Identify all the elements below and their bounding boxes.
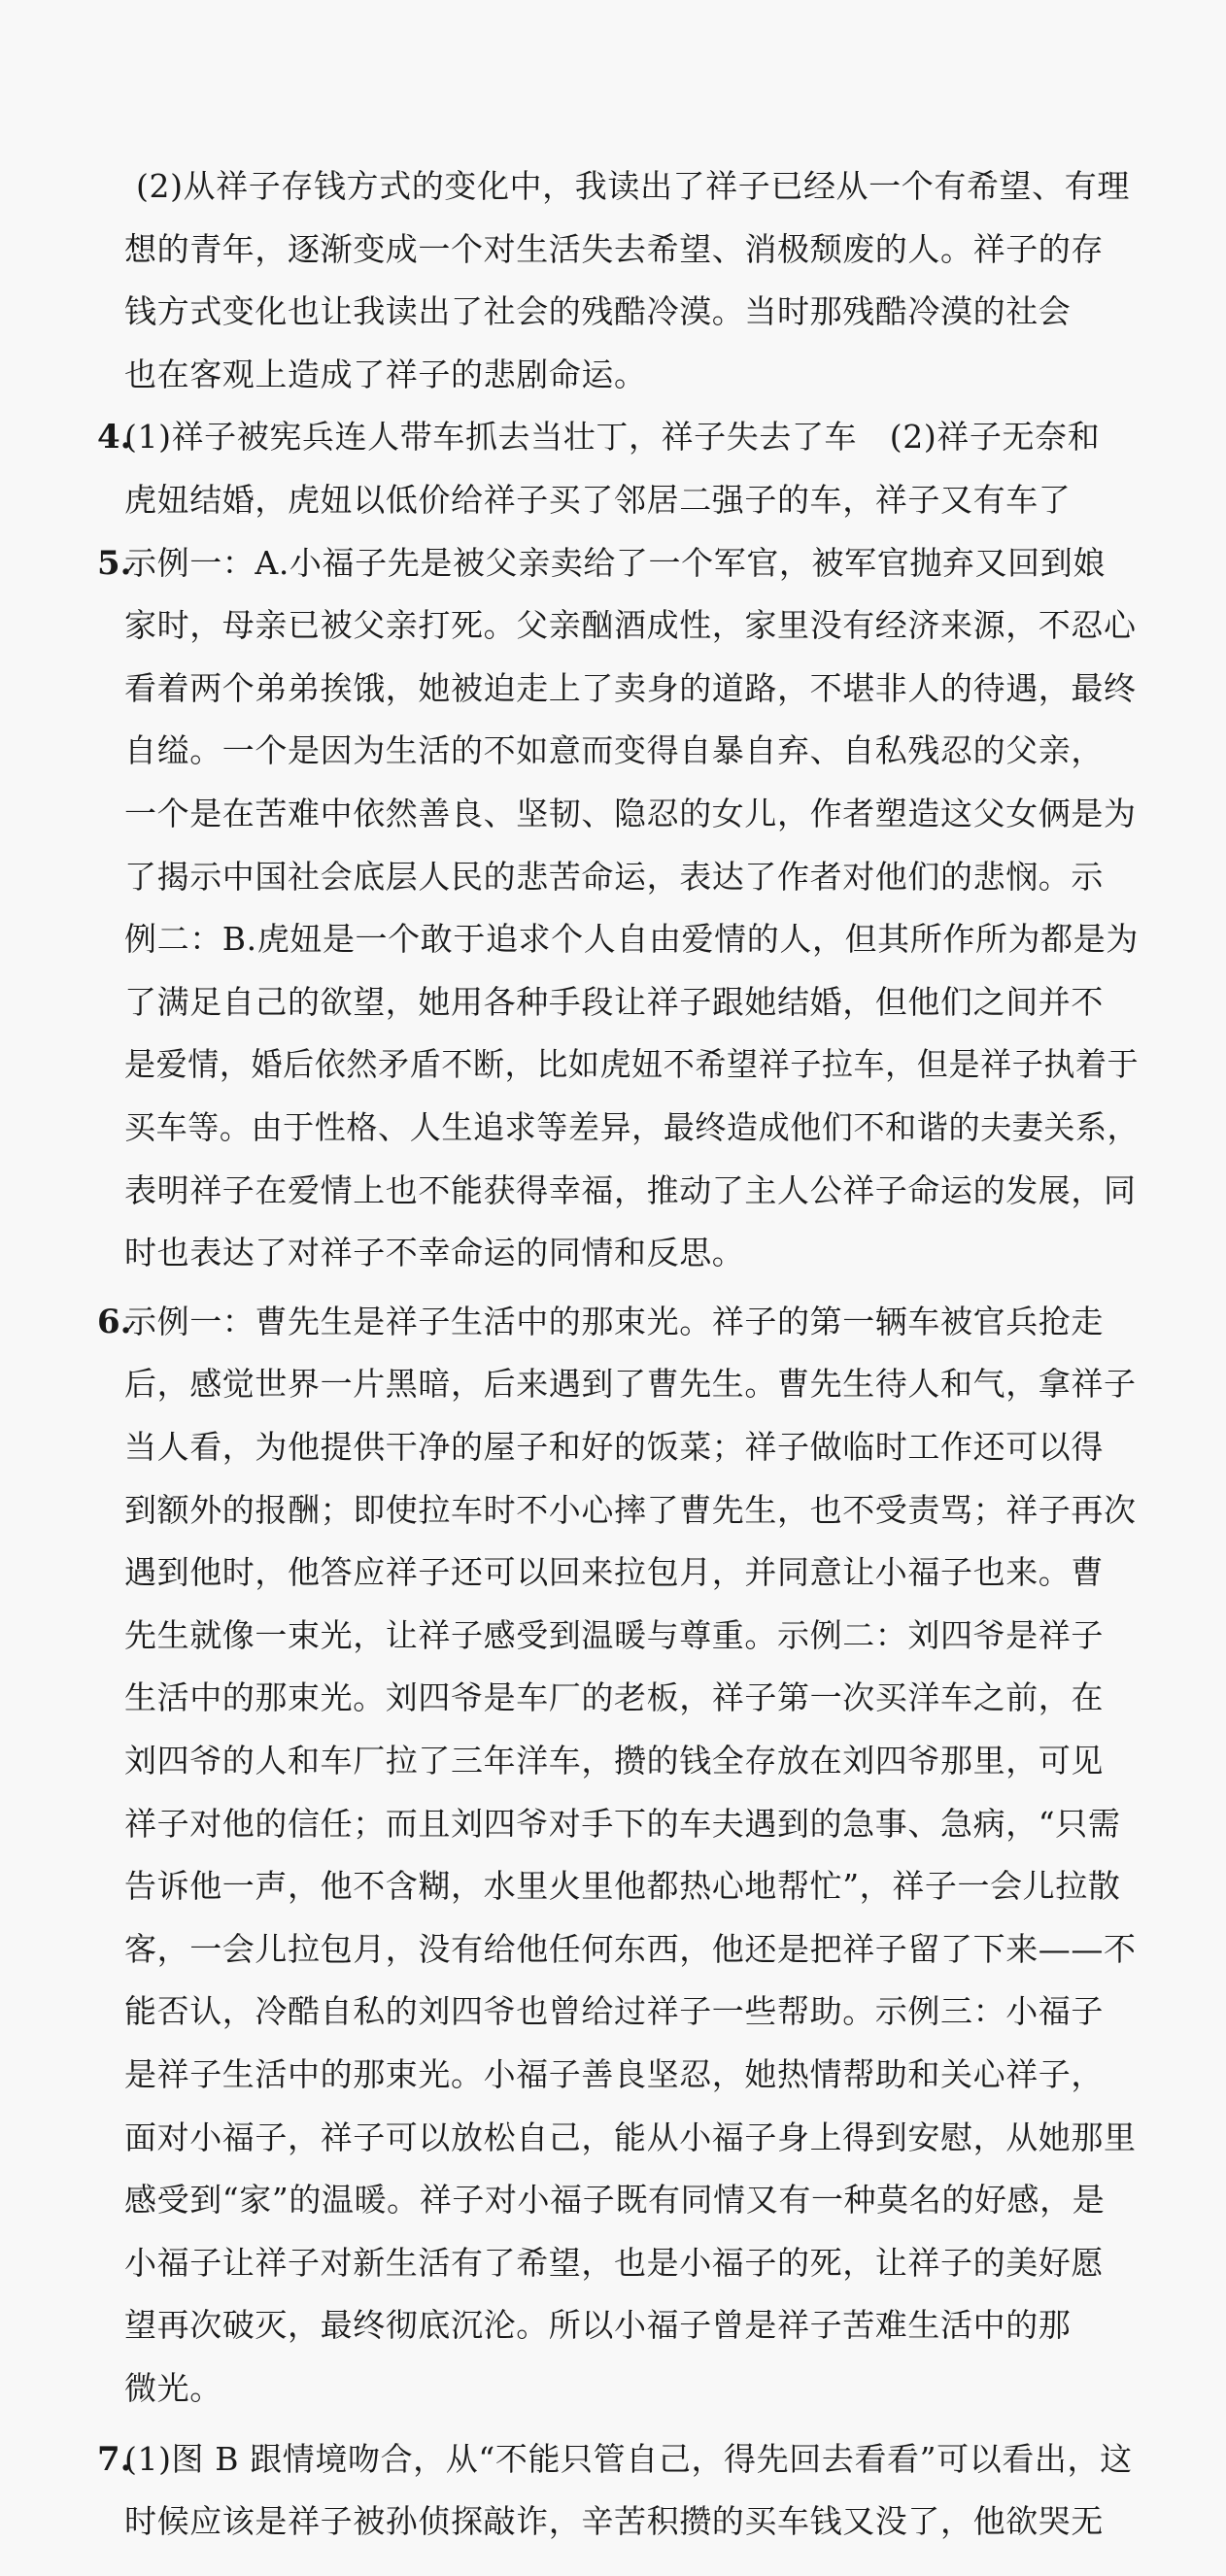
question-number: 7. xyxy=(97,2439,132,2479)
text-line: 例二：B.虎妞是一个敢于追求个人自由爱情的人，但其所作所为都是为 xyxy=(124,920,1139,959)
text-line: (2)从祥子存钱方式的变化中，我读出了祥子已经从一个有希望、有理 xyxy=(136,167,1130,205)
text-line: 生活中的那束光。刘四爷是车厂的老板，祥子第一次买洋车之前，在 xyxy=(124,1678,1104,1717)
text-line: 后，感觉世界一片黑暗，后来遇到了曹先生。曹先生待人和气，拿祥子 xyxy=(124,1365,1137,1404)
text-line: 家时，母亲已被父亲打死。父亲酗酒成性，家里没有经济来源，不忍心 xyxy=(124,606,1137,645)
text-line: 微光。 xyxy=(124,2368,222,2407)
text-line: 小福子让祥子对新生活有了希望，也是小福子的死，让祥子的美好愿 xyxy=(124,2243,1104,2282)
text-line: 望再次破灭，最终彻底沉沦。所以小福子曾是祥子苦难生活中的那 xyxy=(124,2306,1072,2345)
text-line: 时候应该是祥子被孙侦探敲诈，辛苦积攒的买车钱又没了，他欲哭无 xyxy=(124,2502,1104,2541)
question-number: 6. xyxy=(97,1302,132,1341)
text-line: 想的青年，逐渐变成一个对生活失去希望、消极颓废的人。祥子的存 xyxy=(124,229,1104,268)
text-line: 虎妞结婚，虎妞以低价给祥子买了邻居二强子的车，祥子又有车了 xyxy=(124,480,1072,519)
text-line: 刘四爷的人和车厂拉了三年洋车，攒的钱全存放在刘四爷那里，可见 xyxy=(124,1741,1104,1779)
text-line: 自缢。一个是因为生活的不如意而变得自暴自弃、自私残忍的父亲， xyxy=(124,731,1104,770)
text-line: 示例一：曹先生是祥子生活中的那束光。祥子的第一辆车被官兵抢走 xyxy=(124,1302,1104,1340)
text-line: 钱方式变化也让我读出了社会的残酷冷漠。当时那残酷冷漠的社会 xyxy=(124,292,1072,331)
text-line: 是祥子生活中的那束光。小福子善良坚忍，她热情帮助和关心祥子， xyxy=(124,2054,1104,2093)
text-line: 示例一：A.小福子先是被父亲卖给了一个军官，被军官抛弃又回到娘 xyxy=(124,543,1106,582)
text-line: 先生就像一束光，让祥子感受到温暖与尊重。示例二：刘四爷是祥子 xyxy=(124,1615,1104,1654)
text-line: 也在客观上造成了祥子的悲剧命运。 xyxy=(124,355,647,393)
question-number: 4. xyxy=(97,418,132,458)
text-line: 一个是在苦难中依然善良、坚韧、隐忍的女儿，作者塑造这父女俩是为 xyxy=(124,794,1137,832)
question-number: 5. xyxy=(97,543,132,583)
text-line: 买车等。由于性格、人生追求等差异，最终造成他们不和谐的夫妻关系， xyxy=(124,1107,1140,1146)
text-line: 到额外的报酬；即使拉车时不小心摔了曹先生，也不受责骂；祥子再次 xyxy=(124,1490,1137,1529)
text-line: 表明祥子在爱情上也不能获得幸福，推动了主人公祥子命运的发展，同 xyxy=(124,1170,1137,1209)
text-line: 感受到“家”的温暖。祥子对小福子既有同情又有一种莫名的好感，是 xyxy=(124,2181,1106,2220)
text-line: 面对小福子，祥子可以放松自己，能从小福子身上得到安慰，从她那里 xyxy=(124,2118,1137,2156)
text-line: 时也表达了对祥子不幸命运的同情和反思。 xyxy=(124,1234,745,1272)
text-line: 看着两个弟弟挨饿，她被迫走上了卖身的道路，不堪非人的待遇，最终 xyxy=(124,668,1137,707)
text-line: 了满足自己的欲望，她用各种手段让祥子跟她结婚，但他们之间并不 xyxy=(124,982,1104,1021)
text-line: 了揭示中国社会底层人民的悲苦命运，表达了作者对他们的悲悯。示 xyxy=(124,857,1104,896)
text-line: 客，一会儿拉包月，没有给他任何东西，他还是把祥子留了下来——不 xyxy=(124,1929,1137,1968)
text-line: 告诉他一声，他不含糊，水里火里他都热心地帮忙”，祥子一会儿拉散 xyxy=(124,1867,1121,1906)
text-line: 能否认，冷酷自私的刘四爷也曾给过祥子一些帮助。示例三：小福子 xyxy=(124,1992,1104,2031)
text-line: 当人看，为他提供干净的屋子和好的饭菜；祥子做临时工作还可以得 xyxy=(124,1427,1104,1466)
text-line: 遇到他时，他答应祥子还可以回来拉包月，并同意让小福子也来。曹 xyxy=(124,1553,1104,1592)
text-line: (1)祥子被宪兵连人带车抓去当壮丁，祥子失去了车 (2)祥子无奈和 xyxy=(124,418,1101,457)
text-line: (1)图 B 跟情境吻合，从“不能只管自己，得先回去看看”可以看出，这 xyxy=(124,2439,1133,2478)
text-line: 是爱情，婚后依然矛盾不断，比如虎妞不希望祥子拉车，但是祥子执着于 xyxy=(124,1045,1140,1084)
text-line: 祥子对他的信任；而且刘四爷对手下的车夫遇到的急事、急病，“只需 xyxy=(124,1804,1121,1843)
